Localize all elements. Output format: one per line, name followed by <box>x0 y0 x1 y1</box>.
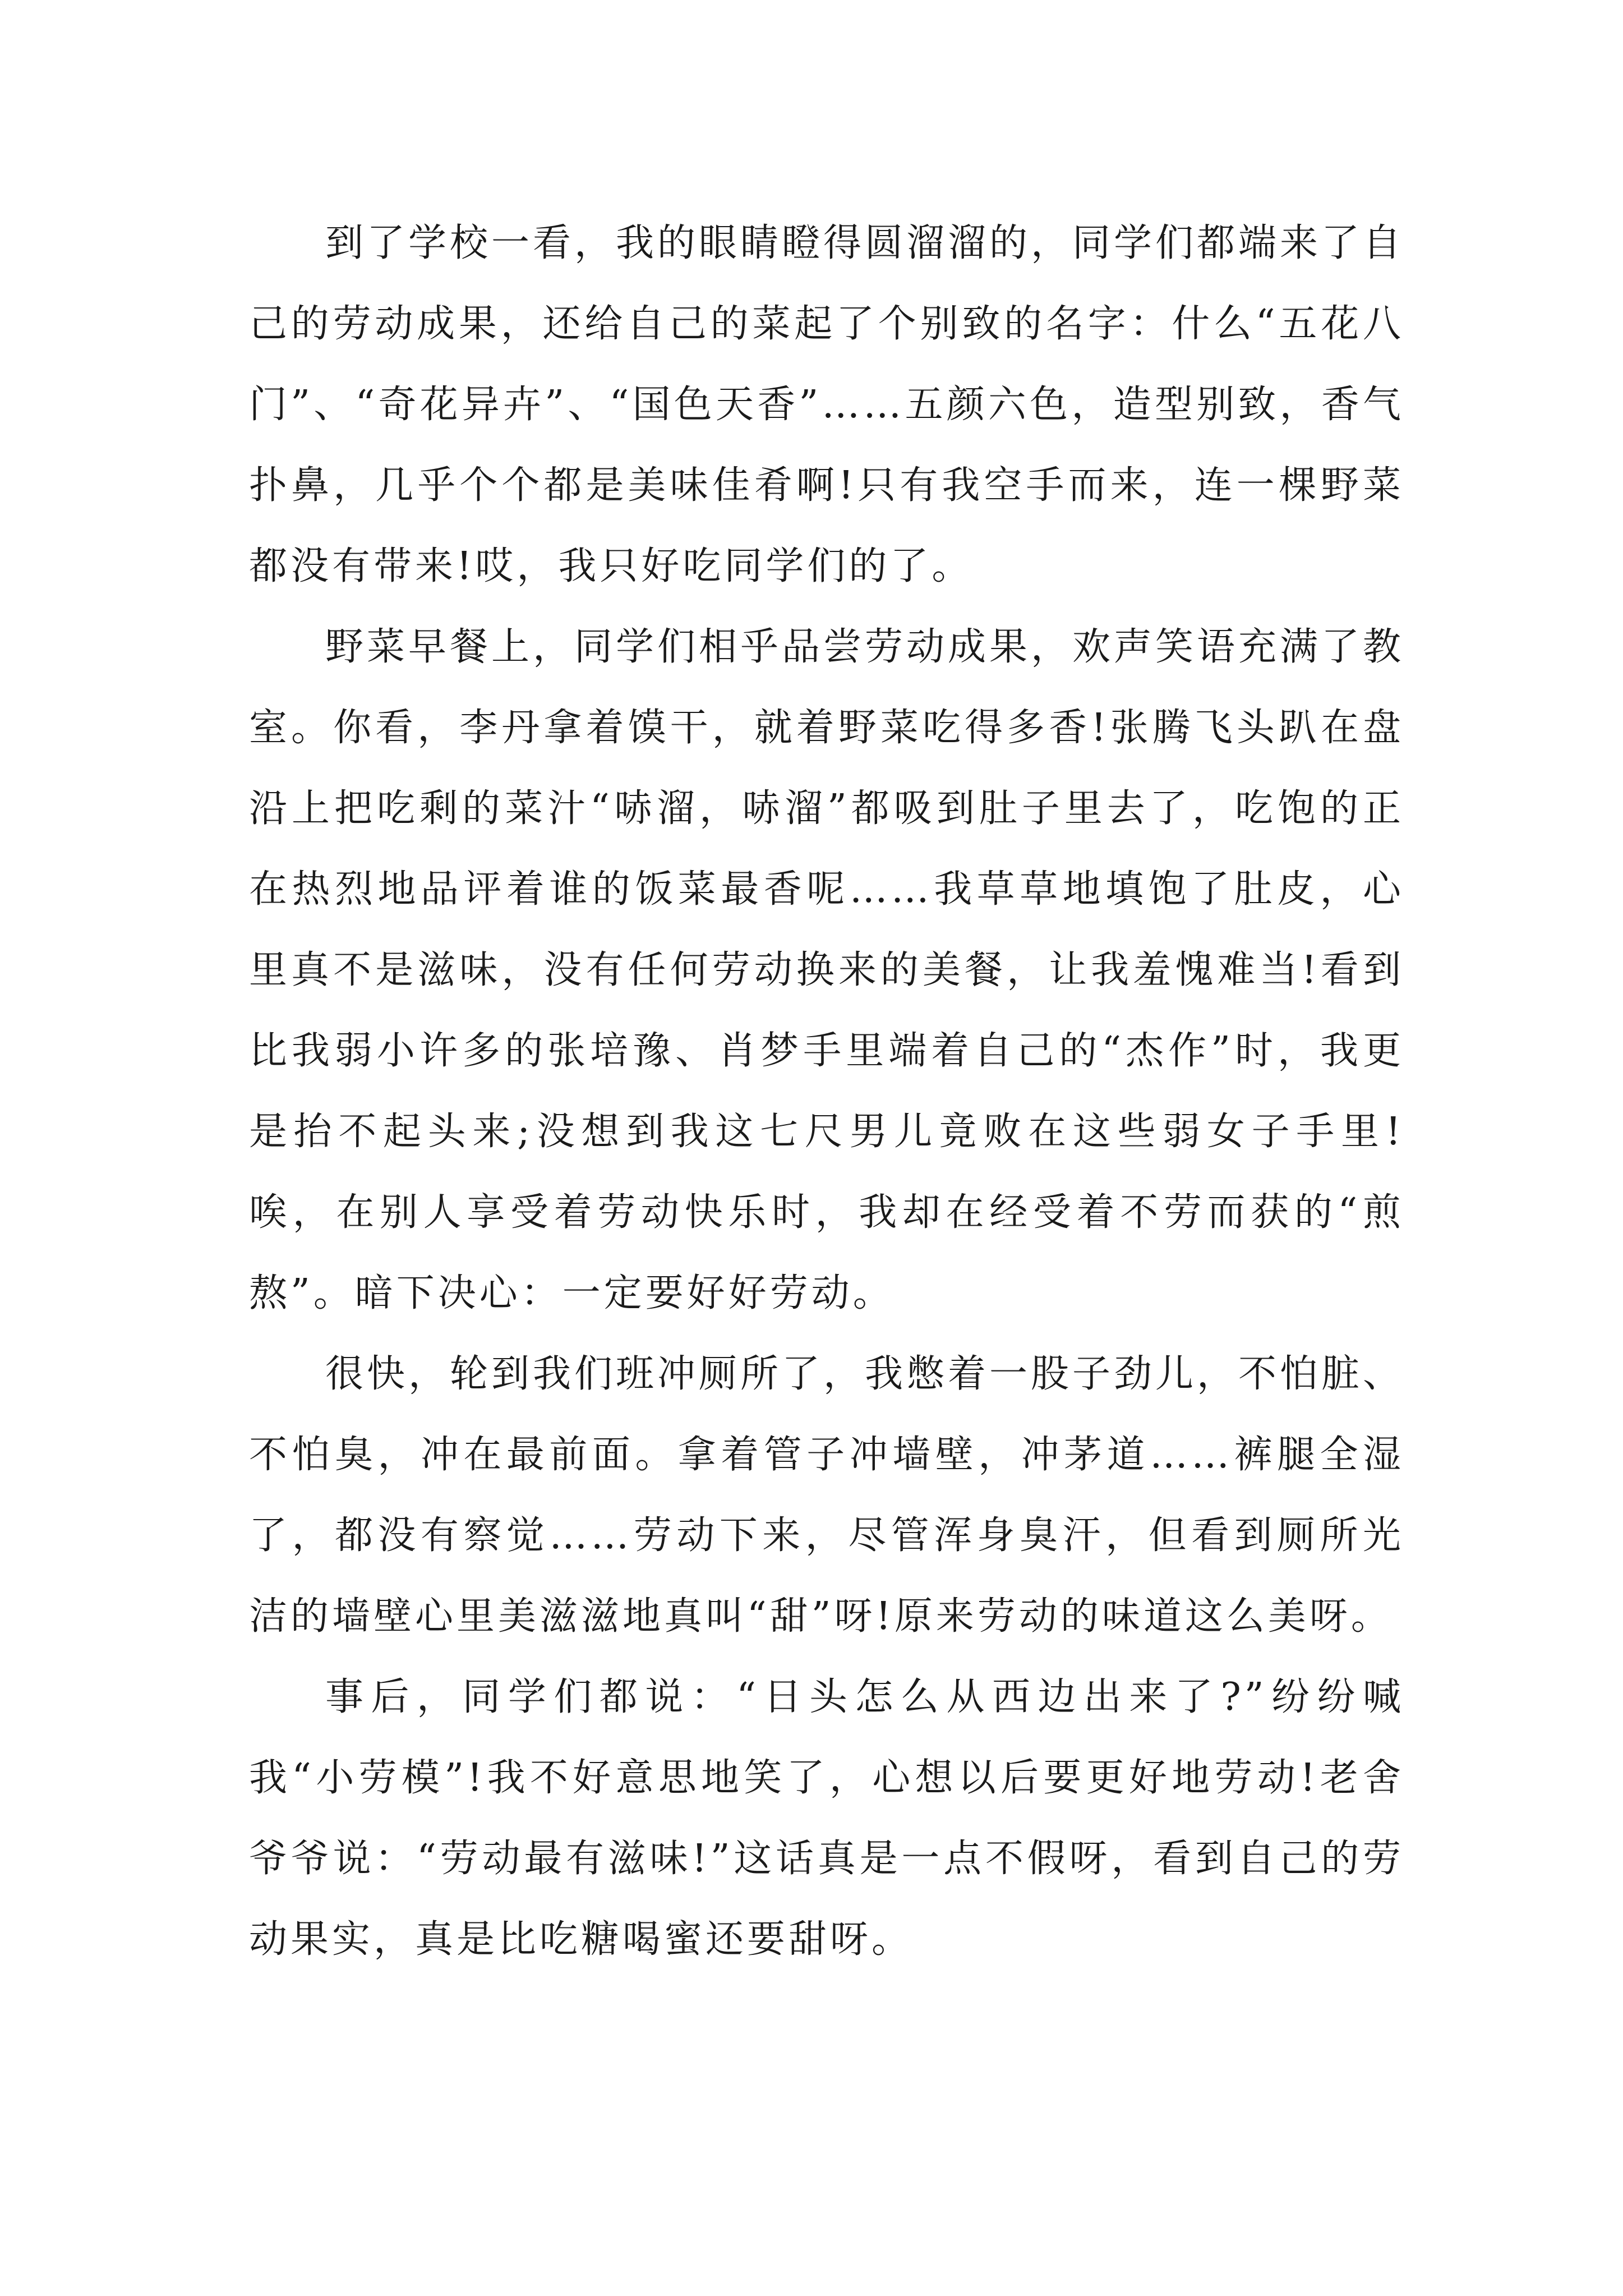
paragraph-1: 到了学校一看，我的眼睛瞪得圆溜溜的，同学们都端来了自己的劳动成果，还给自己的菜起了个别致的名字：什么“五花八门”、“奇花异卉”、“国色天香”……五颜六色，造型别致，香气扑鼻，几乎个个都是美味佳肴啊!只有我空手而来，连一棵野菜都没有带来!哎，我只好吃同学们的了。 <box>249 221 1405 588</box>
document-body <box>249 203 1404 1980</box>
paragraph-2: 野菜早餐上，同学们相乎品尝劳动成果，欢声笑语充满了教室。你看，李丹拿着馍干，就着野菜吃得多香!张腾飞头趴在盘沿上把吃剩的菜汁“哧溜，哧溜”都吸到肚子里去了，吃饱的正在热烈地品评着谁的饭菜最香呢……我草草地填饱了肚皮，心里真不是滋味，没有任何劳动换来的美餐，让我羞愧难当!看到比我弱小许多的张培豫、肖梦手里端着自己的“杰作”时，我更是抬不起头来;没想到我这七尺男儿竟败在这些弱女子手里!唉，在别人享受着劳动快乐时，我却在经受着不劳而获的“煎熬”。暗下决心：一定要好好劳动。 <box>249 625 1405 1315</box>
paragraph-4: 事后，同学们都说：“日头怎么从西边出来了?”纷纷喊我“小劳模”!我不好意思地笑了，心想以后要更好地劳动!老舍爷爷说：“劳动最有滋味!”这话真是一点不假呀，看到自己的劳动果实，真是比吃糖喝蜜还要甜呀。 <box>249 1675 1404 1962</box>
paragraph-3: 很快，轮到我们班冲厕所了，我憋着一股子劲儿，不怕脏、不怕臭，冲在最前面。拿着管子冲墙壁，冲茅道……裤腿全湿了，都没有察觉……劳动下来，尽管浑身臭汗，但看到厕所光洁的墙壁心里美滋滋地真叫“甜”呀!原来劳动的味道这么美呀。 <box>249 1352 1405 1639</box>
